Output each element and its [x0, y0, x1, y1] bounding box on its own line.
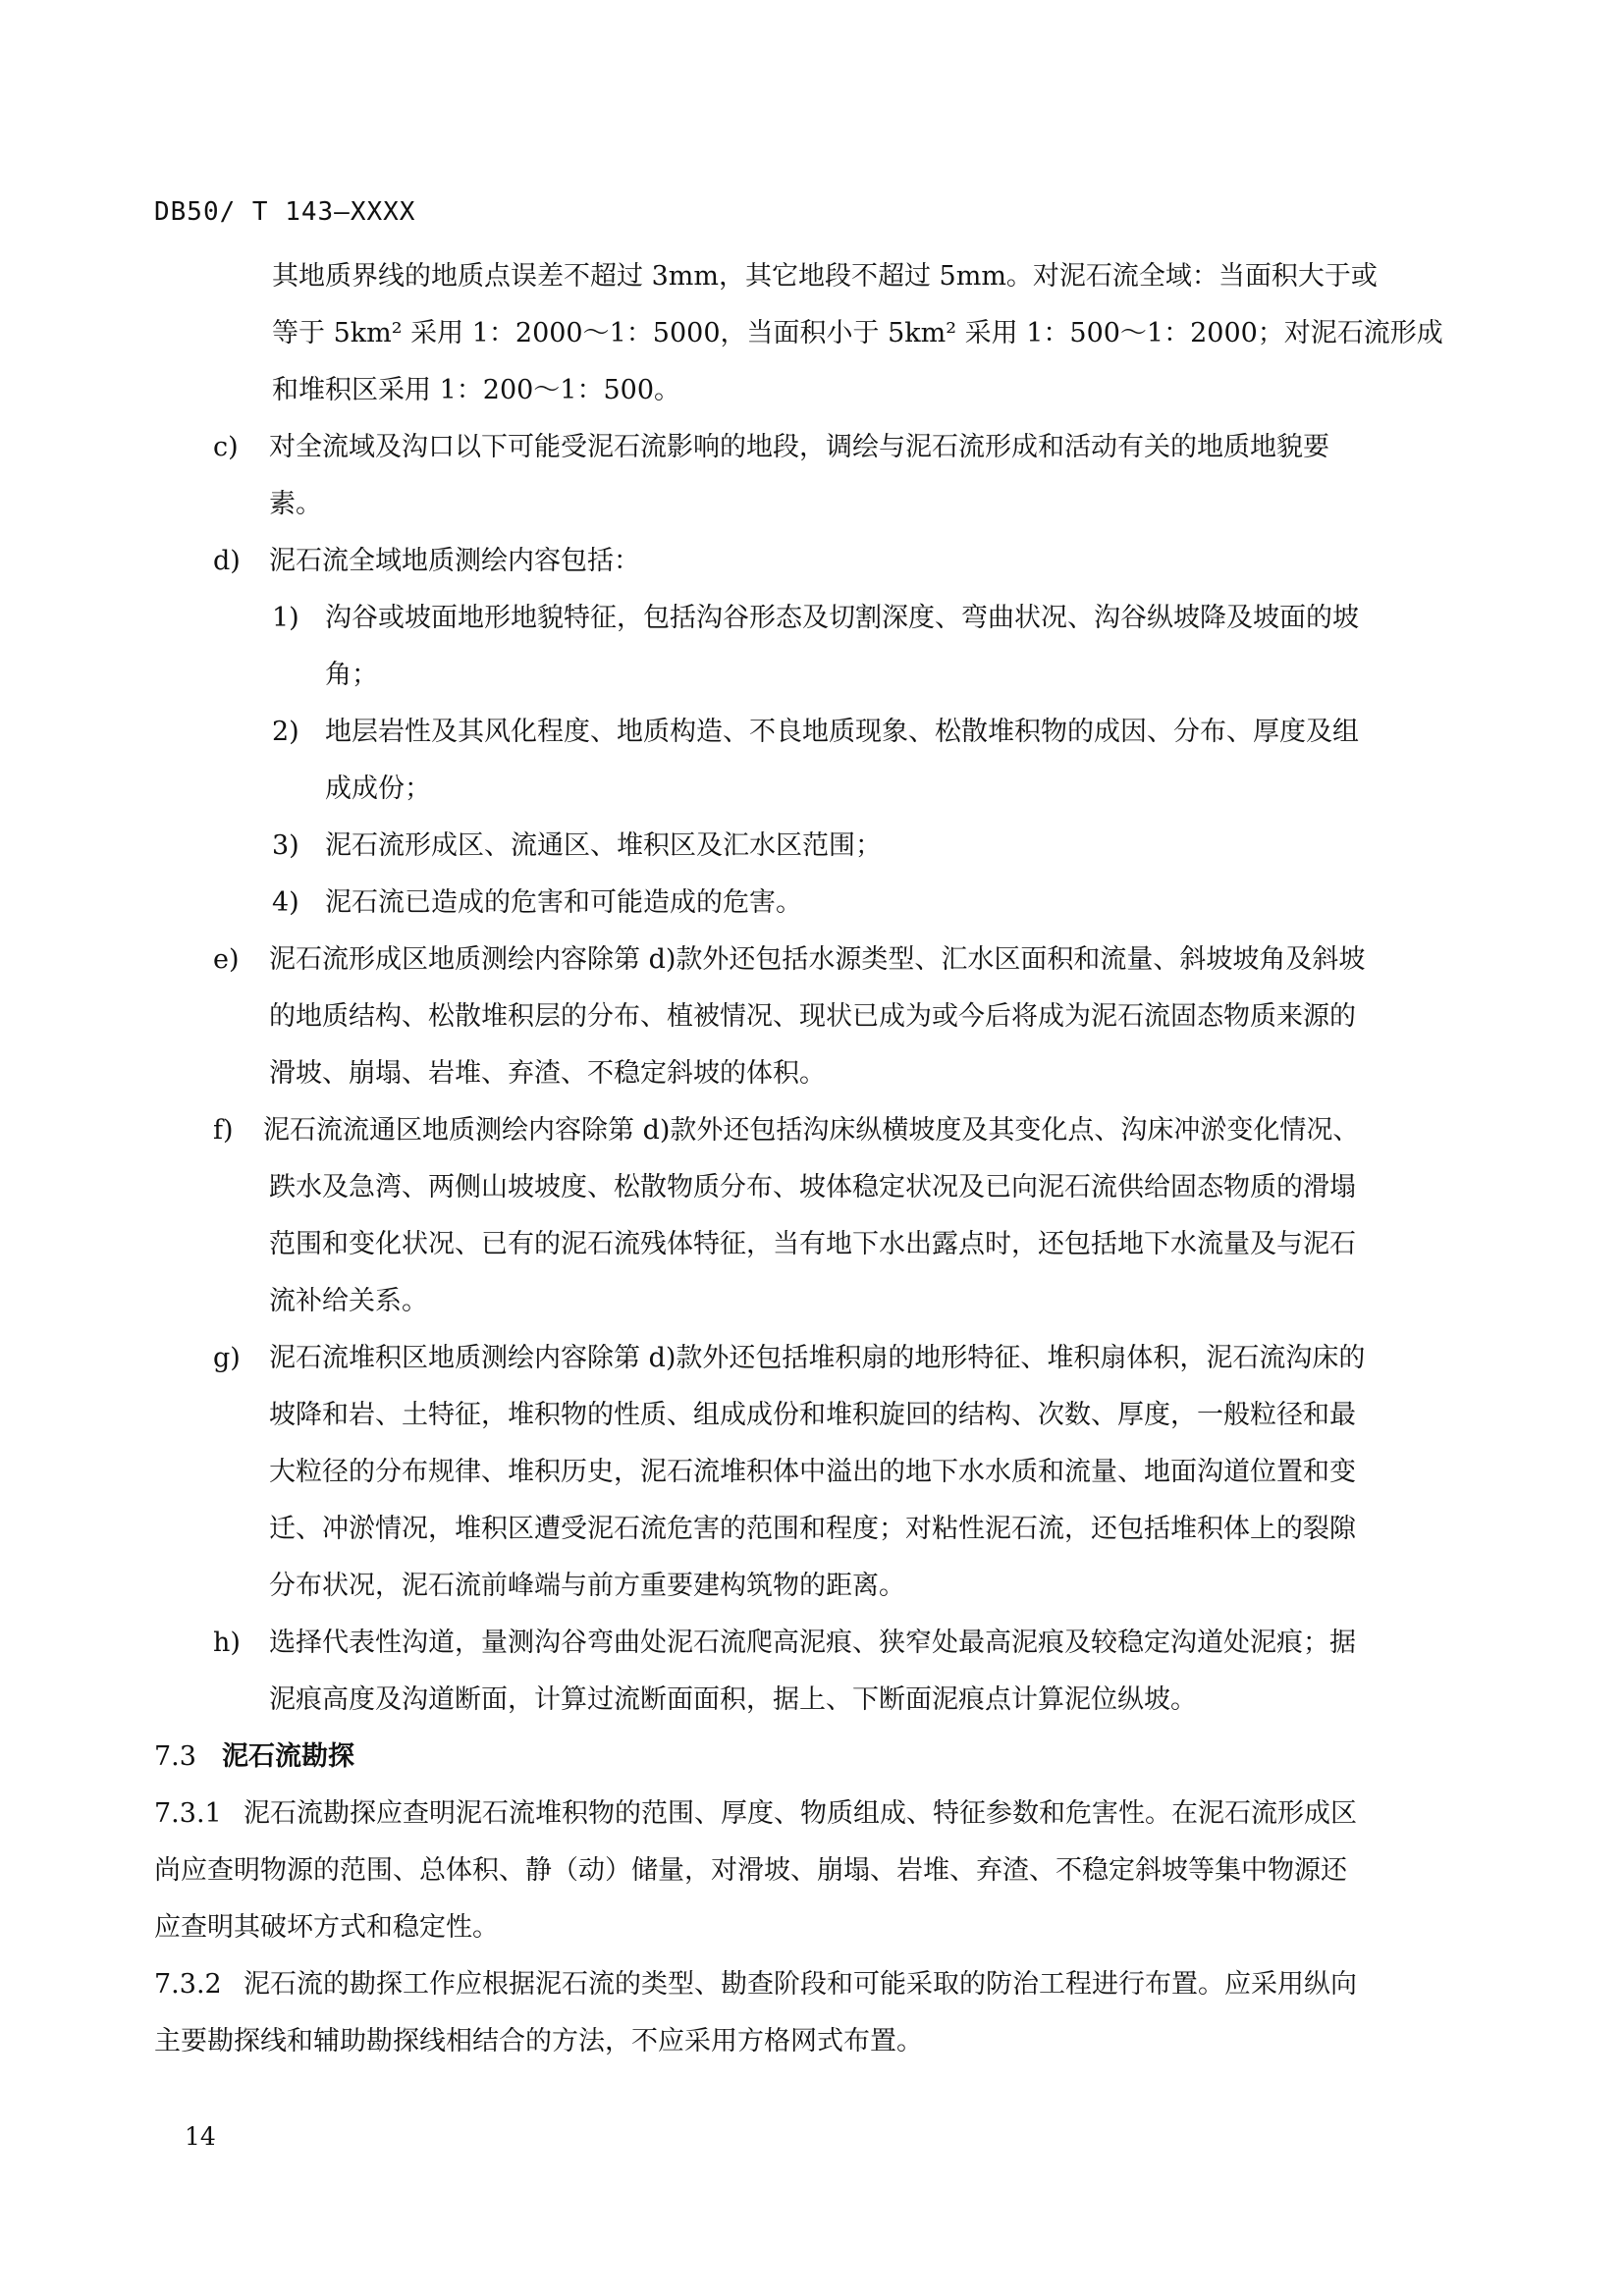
- sublist-label-2: 2): [272, 717, 299, 747]
- list-label-c: c): [213, 432, 239, 462]
- list-item-c-line: 对全流域及沟口以下可能受泥石流影响的地段，调绘与泥石流形成和活动有关的地质地貌要: [269, 432, 1329, 462]
- sublist-item-1-line: 沟谷或坡面地形地貌特征，包括沟谷形态及切割深度、弯曲状况、沟谷纵坡降及坡面的坡: [325, 603, 1359, 633]
- list-item-f-line: 范围和变化状况、已有的泥石流残体特征，当有地下水出露点时，还包括地下水流量及与泥石: [269, 1229, 1356, 1259]
- clause-7-3-1-line: 尚应查明物源的范围、总体积、静（动）储量，对滑坡、崩塌、岩堆、弃渣、不稳定斜坡等集中物源还: [154, 1855, 1347, 1886]
- clause-number-7-3-2: 7.3.2: [154, 1969, 222, 2000]
- sublist-item-2-line: 地层岩性及其风化程度、地质构造、不良地质现象、松散堆积物的成因、分布、厚度及组: [325, 717, 1359, 747]
- list-item-f-line: 流补给关系。: [269, 1286, 428, 1316]
- list-label-e: e): [213, 944, 240, 975]
- intro-line: 等于 5km² 采用 1：2000～1：5000，当面积小于 5km² 采用 1：500～1：2000；对泥石流形成: [272, 318, 1443, 348]
- list-label-h: h): [213, 1628, 241, 1658]
- clause-7-3-1-line: 泥石流勘探应查明泥石流堆积物的范围、厚度、物质组成、特征参数和危害性。在泥石流形成区: [244, 1798, 1357, 1829]
- sublist-label-1: 1): [272, 603, 299, 633]
- list-item-e-line: 滑坡、崩塌、岩堆、弃渣、不稳定斜坡的体积。: [269, 1058, 826, 1089]
- intro-line: 和堆积区采用 1：200～1：500。: [272, 375, 681, 405]
- sublist-label-4: 4): [272, 887, 299, 918]
- section-number: 7.3: [154, 1741, 196, 1772]
- clause-number-7-3-1: 7.3.1: [154, 1798, 222, 1829]
- list-item-f-line: 泥石流流通区地质测绘内容除第 d)款外还包括沟床纵横坡度及其变化点、沟床冲淤变化情况、: [263, 1115, 1360, 1146]
- intro-line: 其地质界线的地质点误差不超过 3mm，其它地段不超过 5mm。对泥石流全域：当面积大于或: [272, 261, 1378, 292]
- document-header: DB50/ T 143—XXXX: [154, 197, 416, 227]
- sublist-label-3: 3): [272, 830, 299, 861]
- list-item-g-line: 泥石流堆积区地质测绘内容除第 d)款外还包括堆积扇的地形特征、堆积扇体积，泥石流沟床的: [269, 1343, 1366, 1373]
- page-number: 14: [185, 2122, 216, 2151]
- list-item-d-line: 泥石流全域地质测绘内容包括：: [269, 546, 640, 576]
- sublist-item-3-line: 泥石流形成区、流通区、堆积区及汇水区范围；: [325, 830, 882, 861]
- list-item-c-line: 素。: [269, 489, 322, 519]
- clause-7-3-2-line: 泥石流的勘探工作应根据泥石流的类型、勘查阶段和可能采取的防治工程进行布置。应采用纵向: [244, 1969, 1357, 2000]
- list-item-g-line: 坡降和岩、土特征，堆积物的性质、组成成份和堆积旋回的结构、次数、厚度，一般粒径和最: [269, 1400, 1356, 1430]
- list-label-d: d): [213, 546, 241, 576]
- list-label-f: f): [213, 1115, 234, 1146]
- sublist-item-2-line: 成成份；: [325, 774, 431, 804]
- sublist-item-1-line: 角；: [325, 660, 378, 690]
- clause-7-3-1-line: 应查明其破坏方式和稳定性。: [154, 1912, 499, 1943]
- list-item-h-line: 泥痕高度及沟道断面，计算过流断面面积，据上、下断面泥痕点计算泥位纵坡。: [269, 1684, 1197, 1715]
- sublist-item-4-line: 泥石流已造成的危害和可能造成的危害。: [325, 887, 802, 918]
- clause-7-3-2-line: 主要勘探线和辅助勘探线相结合的方法，不应采用方格网式布置。: [154, 2026, 923, 2056]
- list-item-e-line: 的地质结构、松散堆积层的分布、植被情况、现状已成为或今后将成为泥石流固态物质来源的: [269, 1001, 1356, 1032]
- list-item-h-line: 选择代表性沟道，量测沟谷弯曲处泥石流爬高泥痕、狭窄处最高泥痕及较稳定沟道处泥痕；据: [269, 1628, 1356, 1658]
- list-item-g-line: 分布状况，泥石流前峰端与前方重要建构筑物的距离。: [269, 1571, 905, 1601]
- list-label-g: g): [213, 1343, 241, 1373]
- list-item-g-line: 迁、冲淤情况，堆积区遭受泥石流危害的范围和程度；对粘性泥石流，还包括堆积体上的裂隙: [269, 1514, 1356, 1544]
- list-item-f-line: 跌水及急湾、两侧山坡坡度、松散物质分布、坡体稳定状况及已向泥石流供给固态物质的滑塌: [269, 1172, 1356, 1202]
- section-title: 泥石流勘探: [222, 1741, 354, 1772]
- list-item-g-line: 大粒径的分布规律、堆积历史，泥石流堆积体中溢出的地下水水质和流量、地面沟道位置和变: [269, 1457, 1356, 1487]
- list-item-e-line: 泥石流形成区地质测绘内容除第 d)款外还包括水源类型、汇水区面积和流量、斜坡坡角及斜坡: [269, 944, 1366, 975]
